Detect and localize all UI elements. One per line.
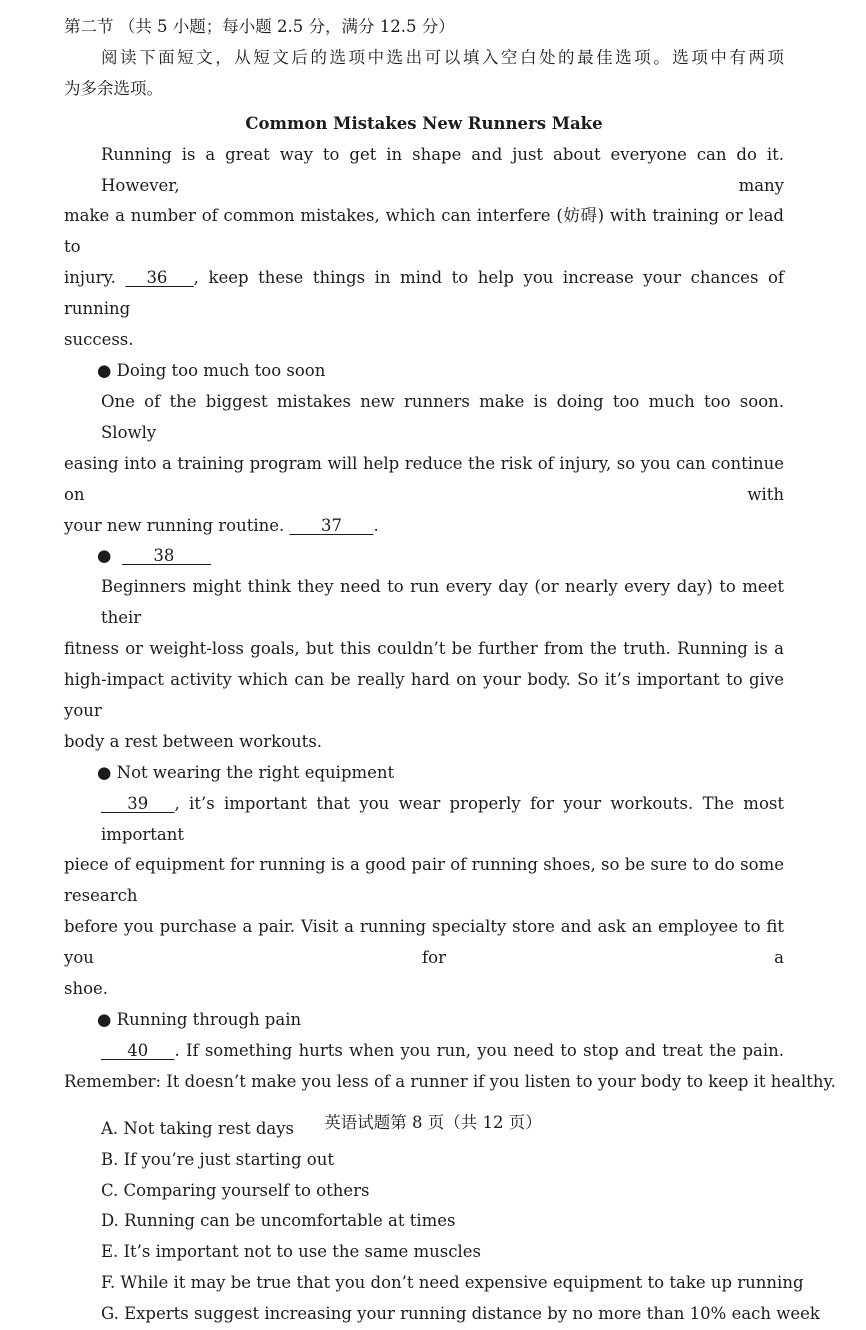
instructions-line-1: 阅读下面短文，从短文后的选项中选出可以填入空白处的最佳选项。选项中有两项 [101, 47, 784, 67]
para1-line-3 [64, 263, 784, 325]
option-e[interactable]: E. It’s important not to use the same muscles [101, 1242, 481, 1262]
para1-line-4: success. [64, 330, 134, 350]
para1-line-3-pre: injury. [64, 268, 116, 288]
para3-line-3: high-impact activity which can be really hard on your body. So it’s important to give your [64, 670, 784, 720]
bullet-item-4: ● Running through pain [97, 1010, 302, 1029]
option-f[interactable]: F. While it may be true that you don’t need expensive equipment to take up running [101, 1273, 804, 1293]
para2-line-3: your new running routine. 37 . [64, 511, 784, 542]
para5-line-1-post: . If something hurts when you run, you need to stop and treat the pain. [174, 1040, 784, 1060]
section-header: 第二节 （共 5 小题；每小题 2.5 分，满分 12.5 分） [64, 17, 455, 36]
bullet-item-1: ● Doing too much too soon [97, 360, 326, 380]
option-b[interactable]: B. If you’re just starting out [101, 1149, 334, 1169]
para2-line-2: easing into a training program will help reduce the risk of injury, so you can continue on with [64, 453, 784, 504]
page-footer: 英语试题第 8 页（共 12 页） [324, 1113, 542, 1132]
para3-line-4: body a rest between workouts. [64, 731, 323, 751]
option-d[interactable]: D. Running can be uncomfortable at times [101, 1211, 456, 1231]
option-c[interactable]: C. Comparing yourself to others [101, 1180, 370, 1200]
option-a[interactable]: A. Not taking rest days [101, 1118, 295, 1138]
instructions-line-2: 为多余选项。 [64, 78, 163, 98]
bullet-item-2: ● 38 [64, 541, 784, 572]
para2-line-1: One of the biggest mistakes new runners make is doing too much too soon. Slowly [101, 391, 784, 442]
option-g[interactable]: G. Experts suggest increasing your running distance by no more than 10% each week [101, 1304, 820, 1324]
blank-36[interactable]: 36 [146, 268, 168, 288]
para1-line-3-post: , keep these things in mind to help you increase your chances of running [64, 268, 784, 319]
para4-line-1-post: , it’s important that you wear properly for your workouts. The most important [101, 793, 784, 844]
para3-line-2: fitness or weight-loss goals, but this couldn’t be further from the truth. Running is a [64, 639, 784, 659]
passage-title: Common Mistakes New Runners Make [245, 113, 603, 133]
para5-line-2: Remember: It doesn’t make you less of a runner if you listen to your body to keep it healthy. [64, 1071, 836, 1091]
para5-line-1 [64, 1036, 784, 1067]
para1-line-2: make a number of common mistakes, which can interfere (妨碍) with training or lead to [64, 206, 784, 257]
blank-38[interactable]: 38 [153, 546, 175, 566]
para2-line-3-pre: your new running routine. [64, 515, 285, 535]
blank-39[interactable]: 39 [127, 793, 149, 813]
para4-line-4: shoe. [64, 979, 109, 999]
bullet-item-3: ● Not wearing the right equipment [97, 762, 395, 782]
para4-line-1 [64, 789, 784, 851]
options-list [64, 1114, 820, 1330]
para4-line-3: before you purchase a pair. Visit a running specialty store and ask an employee to fit you for a [64, 917, 784, 968]
para1-line-1: Running is a great way to get in shape and just about everyone can do it. However, many [101, 144, 784, 195]
blank-37[interactable]: 37 [320, 515, 342, 535]
para3-line-1: Beginners might think they need to run every day (or nearly every day) to meet their [101, 577, 784, 628]
blank-40[interactable]: 40 [127, 1040, 149, 1060]
para4-line-2: piece of equipment for running is a good pair of running shoes, so be sure to do some research [64, 855, 784, 906]
